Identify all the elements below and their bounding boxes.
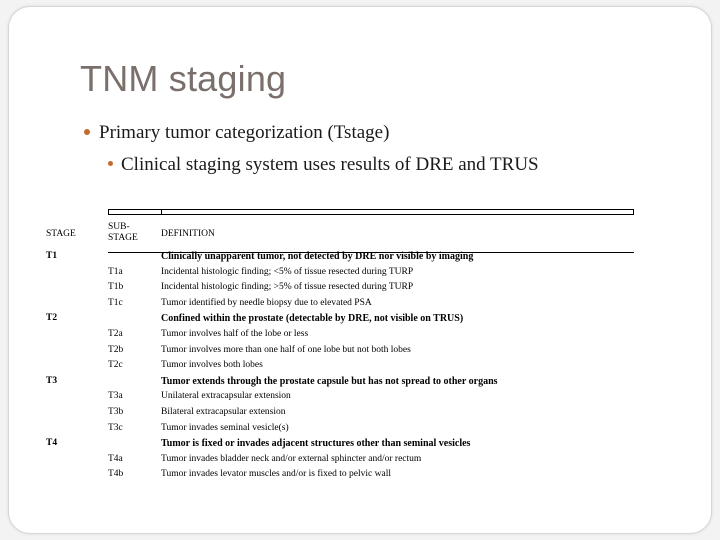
- table-body: [46, 249, 646, 483]
- cell-substage: T4a: [108, 453, 123, 464]
- cell-substage: T2b: [108, 344, 124, 355]
- cell-definition: Tumor involves both lobes: [161, 360, 263, 371]
- bullet-level-1-text: Primary tumor categorization (Tstage): [99, 122, 390, 143]
- cell-definition: Tumor extends through the prostate capsule but has not spread to other organs: [161, 375, 498, 387]
- cell-stage: T3: [46, 375, 58, 386]
- cell-definition: Clinically unapparent tumor, not detected by DRE nor visible by imaging: [161, 251, 474, 262]
- cell-definition: Confined within the prostate (detectable by DRE, not visible on TRUS): [161, 313, 464, 325]
- cell-definition: Tumor involves more than one half of one lobe but not both lobes: [161, 344, 411, 355]
- table-header: [46, 222, 646, 250]
- table-row: [46, 358, 646, 374]
- slide-title: TNM staging: [80, 58, 287, 99]
- table-row: [46, 265, 646, 281]
- cell-substage: T1a: [108, 266, 123, 277]
- cell-definition: Tumor invades bladder neck and/or external sphincter and/or rectum: [161, 453, 422, 464]
- cell-substage: T3a: [108, 391, 123, 402]
- table-top-rule: [108, 209, 634, 215]
- table-row: [46, 343, 646, 359]
- table-top-divider: [161, 210, 162, 214]
- cell-substage: T1c: [108, 297, 123, 308]
- cell-definition: Incidental histologic finding; >5% of tissue resected during TURP: [161, 282, 414, 293]
- cell-substage: T1b: [108, 282, 124, 293]
- bullet-level-1: [84, 122, 389, 144]
- bullet-dot-icon: [108, 161, 113, 166]
- table-row: [46, 374, 646, 390]
- cell-substage: T2c: [108, 360, 123, 371]
- table-row: [46, 405, 646, 421]
- cell-definition: Tumor invades seminal vesicle(s): [161, 422, 289, 433]
- cell-definition: Tumor involves half of the lobe or less: [161, 328, 309, 339]
- header-substage-line2: STAGE: [108, 233, 138, 243]
- table-row: [46, 436, 646, 452]
- cell-definition: Unilateral extracapsular extension: [161, 391, 291, 402]
- cell-stage: T1: [46, 251, 58, 261]
- cell-substage: T4b: [108, 469, 124, 480]
- header-substage-line1: SUB-: [108, 222, 130, 232]
- header-stage: STAGE: [46, 229, 76, 239]
- cell-stage: T2: [46, 313, 58, 324]
- cell-definition: Bilateral extracapsular extension: [161, 406, 286, 417]
- table-row: [46, 421, 646, 437]
- cell-definition: Tumor identified by needle biopsy due to elevated PSA: [161, 297, 372, 308]
- header-substage: [108, 222, 138, 244]
- cell-substage: T3c: [108, 422, 123, 433]
- table-row: [46, 389, 646, 405]
- cell-definition: Tumor invades levator muscles and/or is fixed to pelvic wall: [161, 469, 391, 480]
- cell-substage: T2a: [108, 328, 123, 339]
- cell-substage: T3b: [108, 406, 124, 417]
- cell-definition: Tumor is fixed or invades adjacent structures other than seminal vesicles: [161, 438, 471, 450]
- table-row: [46, 311, 646, 327]
- table-row: [46, 467, 646, 483]
- table-row: [46, 280, 646, 296]
- bullet-level-2-text: Clinical staging system uses results of DRE and TRUS: [121, 154, 539, 175]
- header-definition: DEFINITION: [161, 229, 215, 239]
- table-row: [46, 249, 646, 265]
- table-row: [46, 296, 646, 312]
- cell-stage: T4: [46, 438, 58, 449]
- bullet-level-2: [108, 154, 539, 176]
- table-row: [46, 452, 646, 468]
- bullet-dot-icon: [84, 129, 90, 135]
- cell-definition: Incidental histologic finding; <5% of tissue resected during TURP: [161, 266, 414, 277]
- table-row: [46, 327, 646, 343]
